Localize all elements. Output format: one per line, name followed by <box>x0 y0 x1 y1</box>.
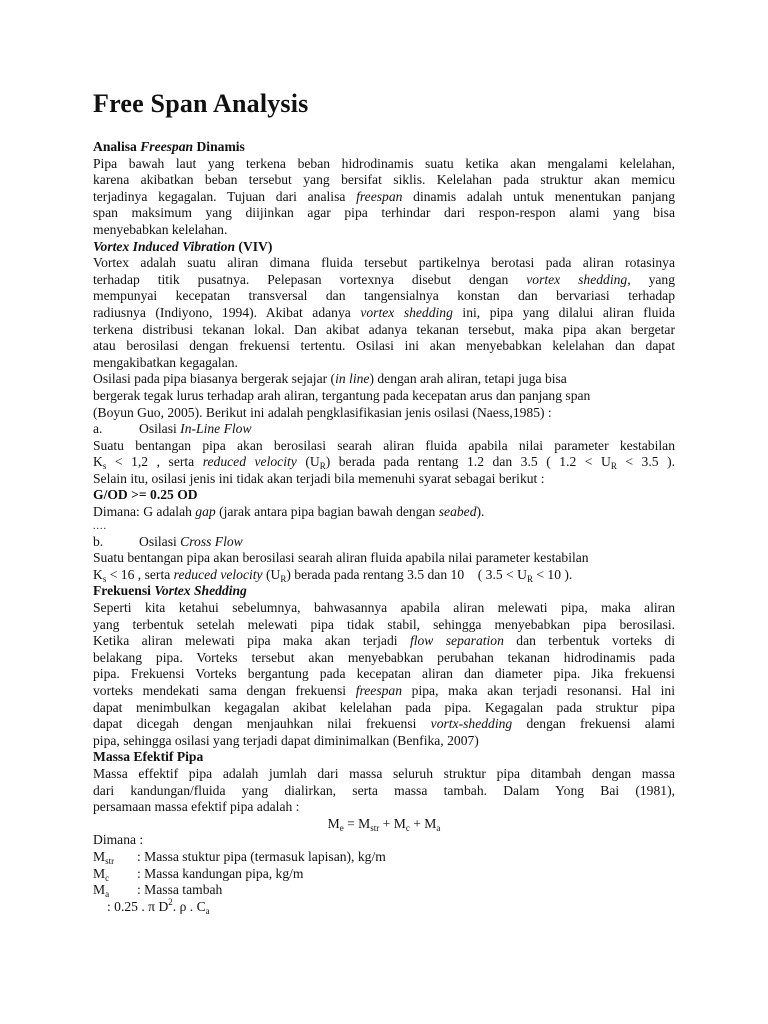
page-title: Free Span Analysis <box>93 89 309 118</box>
text-run: pipa, maka akan terjadi resonansi. Hal ini <box>402 683 675 698</box>
equation-term: + M <box>379 815 406 831</box>
subscript: R <box>526 573 533 584</box>
definition-row-mstr <box>93 849 675 866</box>
paragraph-line <box>93 683 675 700</box>
text-run: K <box>93 566 103 582</box>
text-run: terhadap titik pusatnya. Pelepasan vortexnya disebut dengan <box>93 271 527 287</box>
text-run: ) berada pada rentang 1.2 dan 3.5 ( 1.2 < U <box>325 454 611 470</box>
subscript: c <box>405 822 410 833</box>
text-run: (U <box>262 566 281 582</box>
list-number: b. <box>93 533 104 549</box>
formula-term: . <box>172 898 180 914</box>
subscript: a <box>105 889 110 900</box>
paragraph-line <box>93 716 675 733</box>
text-run-italic: freespan <box>356 188 403 204</box>
paragraph-line: bergerak tegak lurus terhadap arah aliran, tergantung pada kecepatan arus dan panjang span <box>93 387 591 403</box>
text-run: ). <box>476 504 485 520</box>
symbol-text: M <box>93 848 106 864</box>
subscript: s <box>102 461 107 472</box>
definition-symbol <box>93 866 137 883</box>
list-item-b <box>93 534 675 551</box>
text-run: < 1,2 , serta <box>106 454 203 470</box>
paragraph-line <box>93 189 675 206</box>
definition-text: : Massa tambah <box>137 882 223 898</box>
paragraph-line: atau berosilasi dengan frekuensi tertentu. Osilasi ini akan menyebabkan kelelahan dan dapat <box>93 338 675 354</box>
subscript: str <box>105 855 115 866</box>
paragraph-line: Suatu bentangan pipa akan berosilasi searah aliran fluida apabila nilai parameter kestabilan <box>93 437 675 453</box>
text-run: Dimana: G adalah <box>93 504 196 520</box>
definition-text: : Massa stuktur pipa (termasuk lapisan), kg/m <box>137 848 386 864</box>
subscript: s <box>102 573 107 584</box>
formula-term: C <box>196 898 206 914</box>
text-run: (U <box>296 454 320 470</box>
added-mass-formula <box>93 896 675 916</box>
equation-term: = M <box>343 815 371 831</box>
paragraph-line: (Boyun Guo, 2005). Berikut ini adalah pengklasifikasian jenis osilasi (Naess,1985) : <box>93 404 552 420</box>
equation-term: + M <box>409 815 437 831</box>
text-run-italic: freespan <box>355 683 403 698</box>
equation-effective-mass <box>93 816 675 833</box>
text-run: dan terbentuk vorteks di <box>503 633 676 649</box>
pi-symbol: π <box>148 898 156 914</box>
equation-term: M <box>327 815 340 831</box>
paragraph-line <box>93 504 675 521</box>
text-run-italic: vortex shedding <box>526 271 628 287</box>
heading-text-italic: Freespan <box>140 139 194 154</box>
text-run-italic: reduced velocity <box>202 454 297 470</box>
list-item-a <box>93 421 675 438</box>
paragraph-line: Pipa bawah laut yang terkena beban hidrodinamis suatu ketika akan mengalami kelelahan, <box>93 155 675 171</box>
text-run: < 16 , serta <box>106 566 174 582</box>
text-run: Osilasi pada pipa biasanya bergerak sejajar ( <box>93 371 336 387</box>
paragraph-line: yang terbentuk setelah melewati pipa tidak stabil, sehingga menyebabkan pipa berosilasi. <box>93 616 675 632</box>
paragraph-line <box>93 567 675 584</box>
text-run-italic: in line <box>335 371 370 387</box>
text-run-italic: gap <box>195 504 216 520</box>
text-run: radiusnya (Indiyono, 1994). Akibat adanya <box>93 304 361 320</box>
text-run-italic: seabed <box>438 504 477 520</box>
subscript: R <box>280 573 287 584</box>
list-number: a. <box>93 421 103 437</box>
heading-text-italic: Vortex Shedding <box>154 583 247 599</box>
heading-text-italic: Vortex Induced Vibration <box>93 238 236 254</box>
ellipsis-dots: .... <box>93 520 107 532</box>
heading-text: Frekuensi <box>93 583 155 599</box>
paragraph-line: mengakibatkan kegagalan. <box>93 354 238 370</box>
text-run-italic: In-Line Flow <box>180 421 252 437</box>
text-run: < 3.5 ). <box>616 454 676 470</box>
subscript: c <box>105 872 110 883</box>
text-run: dapat dicegah dengan menjauhkan nilai frekuensi <box>93 716 431 732</box>
paragraph-line: Suatu bentangan pipa akan berosilasi searah aliran fluida apabila nilai parameter kestabilan <box>93 550 589 566</box>
paragraph-line: mempunyai kecepatan transversal dan tangensialnya konstan dan bervariasi terhadap <box>93 288 675 304</box>
paragraph-line <box>93 454 675 471</box>
section-heading-vortex-shedding <box>93 583 675 600</box>
text-run: vorteks mendekati sama dengan frekuensi <box>93 683 356 698</box>
document-body <box>93 88 675 915</box>
superscript: 2 <box>168 896 173 907</box>
paragraph-line: menyebabkan kelelahan. <box>93 221 228 237</box>
text-run: ) berada pada rentang 3.5 dan 10 ( 3.5 < U <box>286 566 527 582</box>
definition-symbol <box>93 882 137 899</box>
paragraph-line: Dimana : <box>93 832 144 848</box>
text-run-italic: vortex shedding <box>360 304 453 320</box>
formula-term: D <box>155 898 169 914</box>
paragraph-line: Seperti kita ketahui sebelumnya, bahwasannya apabila aliran melewati pipa, maka aliran <box>93 600 675 616</box>
paragraph-line: pipa. Frekuensi Vorteks bergantung pada kecepatan aliran dan diameter pipa. Jika frekuensi <box>93 666 675 682</box>
text-run: Osilasi <box>139 421 181 437</box>
subscript: R <box>610 461 617 472</box>
text-run: ini, pipa yang dilalui aliran fluida <box>452 304 676 320</box>
heading-text: Dinamis <box>193 139 245 154</box>
paragraph-line <box>93 371 675 388</box>
heading-text: (VIV) <box>235 238 273 254</box>
definition-row-mc <box>93 866 675 883</box>
paragraph-line: pipa, sehingga osilasi yang terjadi dapat diminimalkan (Benfika, 2007) <box>93 732 479 748</box>
definition-row-ma <box>93 882 675 899</box>
section-heading-viv <box>93 239 675 256</box>
paragraph-line: Vortex adalah suatu aliran dimana fluida tersebut partikelnya berotasi pada aliran rotasinya <box>93 255 675 271</box>
text-run-italic: Cross Flow <box>180 533 243 549</box>
subscript: R <box>319 461 326 472</box>
paragraph-line <box>93 272 675 289</box>
section-heading-freespan <box>93 139 675 156</box>
text-run: < 10 ). <box>532 566 573 582</box>
text-run: dinamis adalah untuk menentukan panjang <box>402 188 675 204</box>
formula-term: : 0.25 . <box>107 898 149 914</box>
subscript: a <box>205 905 210 916</box>
text-run: K <box>93 454 103 470</box>
text-run: Ketika aliran melewati pipa maka akan terjadi <box>93 633 410 649</box>
subscript: a <box>436 822 441 833</box>
text-run-italic: reduced velocity <box>173 566 263 582</box>
text-run: dengan frekuensi alami <box>512 716 675 732</box>
paragraph-line: persamaan massa efektif pipa adalah : <box>93 799 300 815</box>
definition-text: : Massa kandungan pipa, kg/m <box>137 865 304 881</box>
subscript: e <box>339 822 344 833</box>
section-heading-massa-efektif: Massa Efektif Pipa <box>93 749 204 765</box>
rho-symbol: ρ <box>179 898 187 914</box>
text-run: , yang <box>627 271 675 287</box>
paragraph-line: terkena distribusi tekanan lokal. Dan akibat adanya tekanan tersebut, maka pipa akan bergetar <box>93 321 675 337</box>
paragraph-line: dari kandungan/fluida yang dialirkan, serta massa tambah. Dalam Yong Bai (1981), <box>93 782 675 798</box>
paragraph-line: Massa effektif pipa adalah jumlah dari massa seluruh struktur pipa ditambah dengan massa <box>93 765 675 781</box>
paragraph-line <box>93 633 675 650</box>
paragraph-line: karena akibatkan beban tersebut yang bersifat siklis. Kelelahan pada struktur akan memicu <box>93 172 675 188</box>
paragraph-line <box>93 305 675 322</box>
text-run-italic: flow separation <box>409 633 504 649</box>
text-run-italic: vortx-shedding <box>430 716 513 732</box>
symbol-text: M <box>93 882 106 898</box>
paragraph-line: Selain itu, osilasi jenis ini tidak akan terjadi bila memenuhi syarat sebagai berikut : <box>93 470 545 486</box>
definition-symbol <box>93 849 137 866</box>
condition-formula: G/OD >= 0.25 OD <box>93 487 198 503</box>
paragraph-line: dapat menimbulkan kegagalan akibat kelelahan pada pipa. Kegagalan pada struktur pipa <box>93 699 675 715</box>
text-run: (jarak antara pipa bagian bawah dengan <box>215 504 439 520</box>
heading-text: Analisa <box>93 139 141 154</box>
symbol-text: M <box>93 865 106 881</box>
text-run: Osilasi <box>139 533 181 549</box>
paragraph-line: belakang pipa. Vorteks tersebut akan menyebabkan perubahan tekanan hidrodinamis pada <box>93 649 675 665</box>
paragraph-line: span maksimum yang diijinkan agar pipa terhindar dari respon-respon alami yang bisa <box>93 205 675 221</box>
formula-term: . <box>186 898 197 914</box>
text-run: terjadinya kegagalan. Tujuan dari analisa <box>93 188 357 204</box>
subscript: str <box>370 822 380 833</box>
text-run: ) dengan arah aliran, tetapi juga bisa <box>369 371 567 387</box>
